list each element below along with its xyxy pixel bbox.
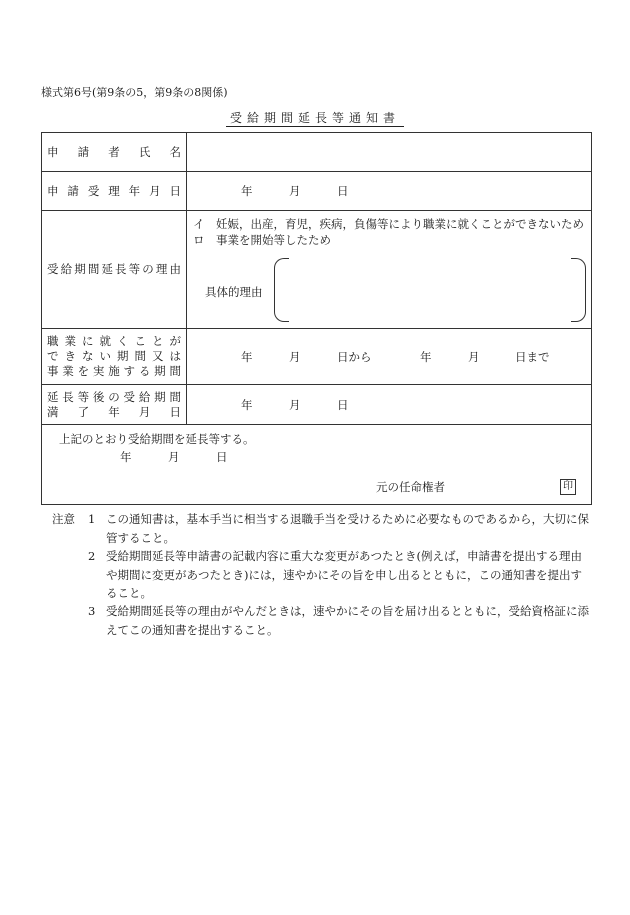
extended-end-value[interactable] [187,385,592,425]
row-reason [42,211,592,329]
statement-year: 年 [120,450,132,464]
period-day-from: 日から [337,349,372,364]
receipt-date-label: 申請受理年月日 [47,183,181,198]
row-statement [42,425,592,505]
applicant-name-value[interactable] [187,133,592,172]
notice-form-table [41,132,592,505]
note-2-number: 2 [88,549,96,563]
seal-mark: 印 [560,479,576,495]
receipt-year: 年 [241,184,253,198]
document-title-text: 受給期間延長等通知書 [226,111,404,127]
reason-option-i[interactable]: イ 妊娠，出産，育児，疾病，負傷等により職業に就くことができないため [193,217,584,231]
statement-text: 上記のとおり受給期間を延長等する。 [59,432,255,446]
authority-label: 元の任命権者 [376,480,445,494]
period-label-line3: 事業を実施する期間 [47,364,181,378]
row-period [42,329,592,385]
period-year-from: 年 [241,349,253,364]
notes-prefix: 注意 [52,512,75,526]
row-extended-end [42,385,592,425]
form-number: 様式第6号(第9条の5，第9条の8関係) [41,86,228,99]
period-month-until: 月 [468,349,480,364]
period-value[interactable] [187,329,592,385]
document-title [0,109,630,126]
note-3-text: 受給期間延長等の理由がやんだときは，速やかにその旨を届け出るとともに，受給資格証に添えてこの通知書を提出すること。 [106,604,589,637]
note-1-text: この通知書は，基本手当に相当する退職手当を受けるために必要なものであるから，大切に保管すること。 [106,512,589,545]
period-year-until: 年 [420,349,432,364]
extended-end-label-line1: 延長等後の受給期間 [47,389,181,404]
period-label-line1: 職業に就くことが [47,334,181,348]
specific-reason-label: 具体的理由 [205,285,263,299]
applicant-name-label: 申請者氏名 [47,144,181,159]
period-day-until: 日まで [515,349,550,364]
note-3-number: 3 [88,604,96,618]
note-1-number: 1 [88,512,96,526]
receipt-month: 月 [289,184,301,198]
statement-day: 日 [216,450,228,464]
receipt-day: 日 [337,184,349,198]
row-applicant-name [42,133,592,172]
extended-end-label-line2: 満了年月日 [47,404,181,419]
period-label-line2: できない期間又は [47,349,181,363]
bracket-right [571,258,586,322]
reason-label: 受給期間延長等の理由 [47,262,181,276]
row-receipt-date [42,172,592,211]
period-month-from: 月 [289,349,301,364]
extended-end-month: 月 [289,397,301,412]
extended-end-day: 日 [337,397,349,412]
bracket-left [274,258,289,322]
statement-month: 月 [168,450,180,464]
receipt-date-value[interactable] [187,172,592,211]
reason-option-ro[interactable]: ロ 事業を開始等したため [193,233,331,247]
note-2-text: 受給期間延長等申請書の記載内容に重大な変更があつたとき(例えば，申請書を提出する理由や期間に変更があつたとき)には，速やかにその旨を申し出るとともに，この通知書を提出すること。 [106,549,582,600]
extended-end-year: 年 [241,397,253,412]
